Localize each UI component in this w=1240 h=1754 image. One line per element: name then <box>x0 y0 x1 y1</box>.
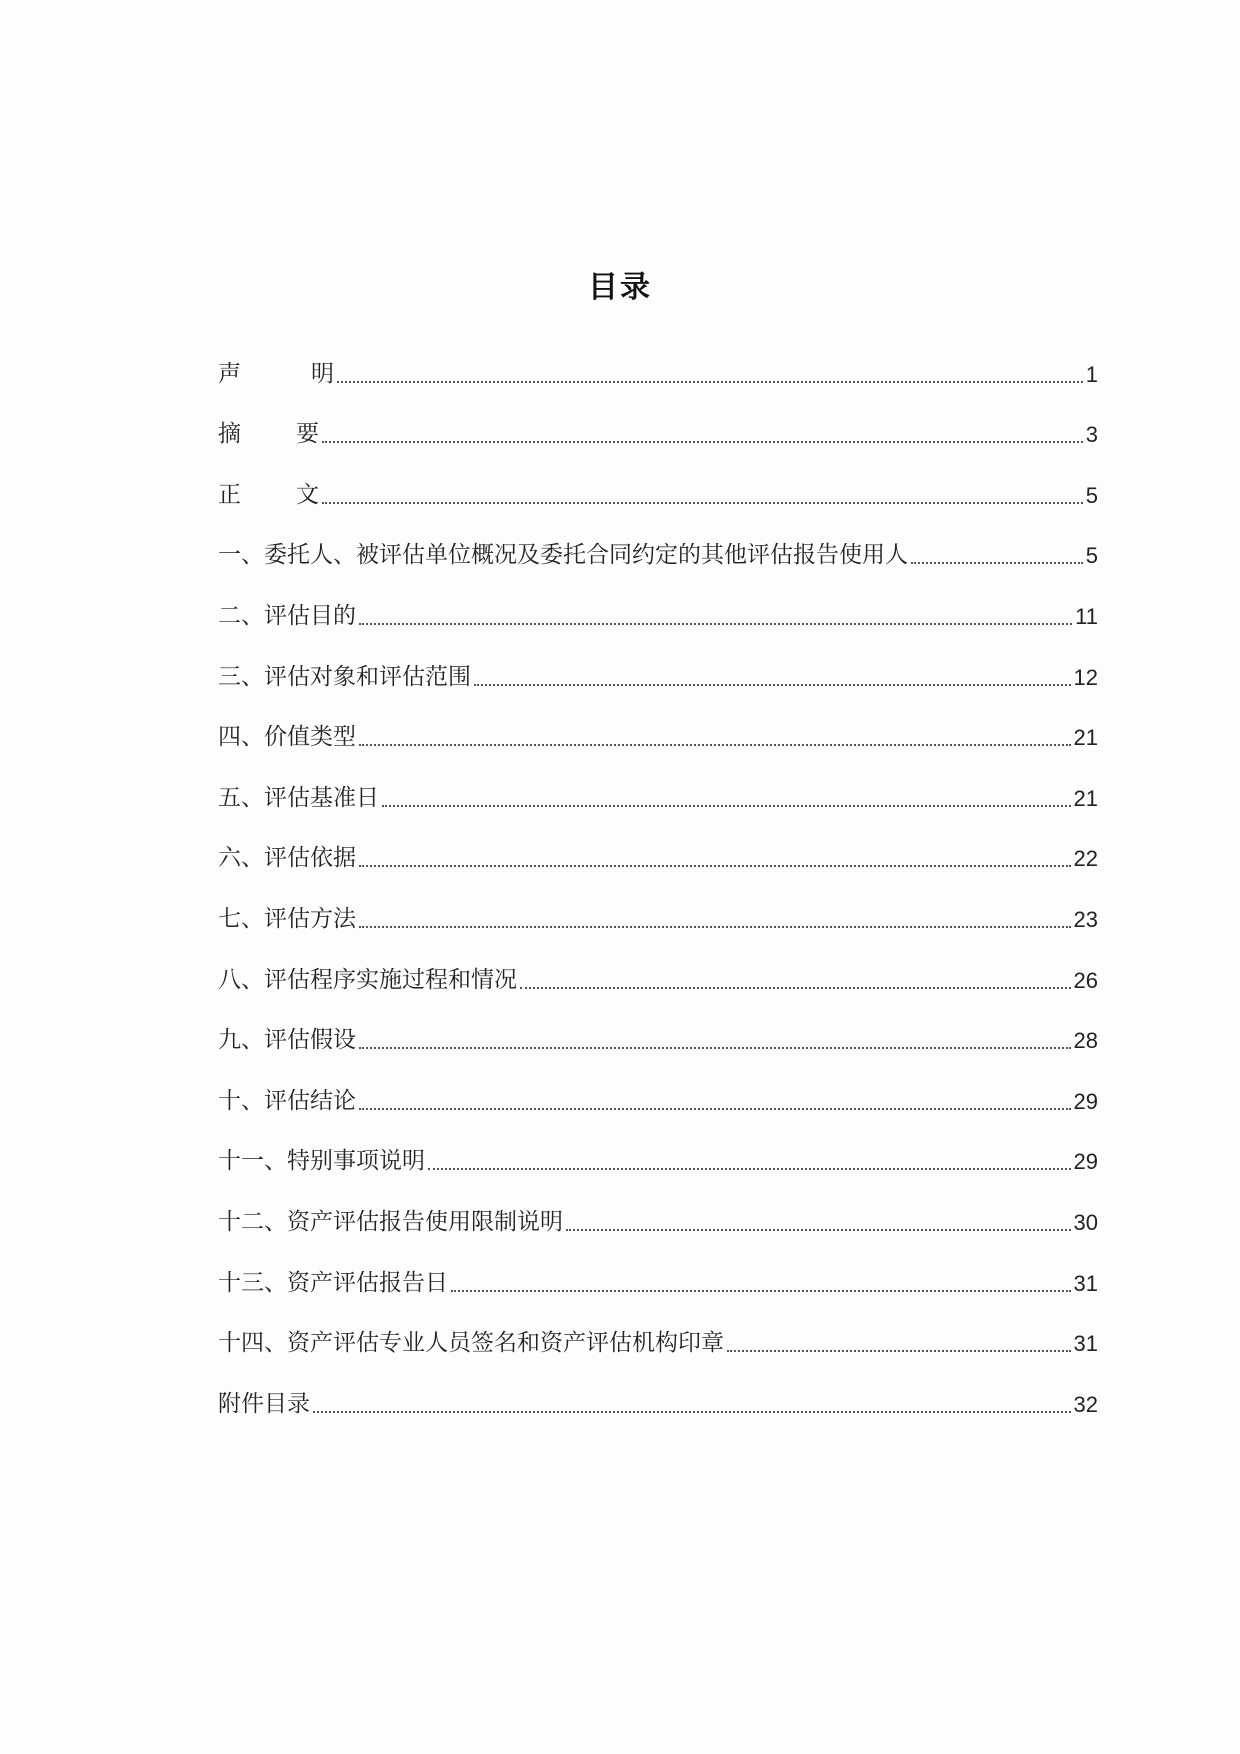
toc-dot-leader <box>727 1350 1071 1352</box>
toc-entry-label: 六、评估依据 <box>218 845 356 872</box>
toc-list <box>218 325 1098 1416</box>
toc-entry <box>218 1295 1098 1356</box>
toc-entry-page: 21 <box>1073 785 1098 811</box>
toc-dot-leader <box>451 1290 1071 1292</box>
toc-entry-label: 九、评估假设 <box>218 1027 356 1054</box>
toc-entry-page: 26 <box>1073 967 1098 993</box>
toc-entry <box>218 931 1098 992</box>
toc-entry-label: 三、评估对象和评估范围 <box>218 663 471 690</box>
toc-dot-leader <box>428 1168 1071 1170</box>
toc-entry-label: 八、评估程序实施过程和情况 <box>218 966 517 993</box>
toc-dot-leader <box>322 441 1083 443</box>
toc-entry <box>218 1355 1098 1416</box>
toc-entry-label: 十四、资产评估专业人员签名和资产评估机构印章 <box>218 1330 724 1357</box>
toc-entry-label: 一、委托人、被评估单位概况及委托合同约定的其他评估报告使用人 <box>218 542 908 569</box>
toc-dot-leader <box>911 562 1083 564</box>
toc-entry <box>218 1113 1098 1174</box>
toc-entry-page: 21 <box>1073 725 1098 751</box>
toc-entry-page: 31 <box>1073 1331 1098 1357</box>
toc-entry-page: 12 <box>1073 664 1098 690</box>
toc-entry <box>218 992 1098 1053</box>
toc-entry-page: 29 <box>1073 1088 1098 1114</box>
toc-entry-page: 1 <box>1085 361 1098 387</box>
toc-dot-leader <box>359 1047 1071 1049</box>
toc-entry-page: 3 <box>1085 422 1098 448</box>
toc-dot-leader <box>322 502 1083 504</box>
toc-dot-leader <box>359 623 1072 625</box>
toc-entry <box>218 1052 1098 1113</box>
toc-entry-page: 31 <box>1073 1270 1098 1296</box>
toc-entry-page: 11 <box>1075 603 1098 629</box>
toc-entry-label: 正 文 <box>218 481 319 508</box>
toc-dot-leader <box>359 744 1071 746</box>
toc-entry-page: 29 <box>1073 1149 1098 1175</box>
toc-entry <box>218 1173 1098 1234</box>
toc-entry-label: 十一、特别事项说明 <box>218 1148 425 1175</box>
toc-entry-page: 5 <box>1085 482 1098 508</box>
toc-entry-page: 23 <box>1073 906 1098 932</box>
toc-dot-leader <box>337 381 1083 383</box>
toc-entry <box>218 689 1098 750</box>
toc-dot-leader <box>382 805 1071 807</box>
toc-dot-leader <box>359 926 1071 928</box>
toc-dot-leader <box>474 684 1071 686</box>
toc-entry <box>218 870 1098 931</box>
toc-entry-label: 四、价值类型 <box>218 724 356 751</box>
toc-entry <box>218 628 1098 689</box>
toc-entry-page: 30 <box>1073 1209 1098 1235</box>
toc-entry-label: 声 明 <box>218 360 334 387</box>
toc-entry <box>218 567 1098 628</box>
toc-entry-page: 22 <box>1073 846 1098 872</box>
toc-entry <box>218 507 1098 568</box>
toc-entry-label: 附件目录 <box>218 1390 310 1417</box>
toc-entry-label: 五、评估基准日 <box>218 784 379 811</box>
toc-entry-label: 十二、资产评估报告使用限制说明 <box>218 1208 563 1235</box>
toc-entry <box>218 386 1098 447</box>
toc-dot-leader <box>359 865 1071 867</box>
toc-title: 目录 <box>588 270 652 305</box>
toc-entry-label: 七、评估方法 <box>218 905 356 932</box>
toc-entry-label: 摘 要 <box>218 421 319 448</box>
toc-entry-page: 5 <box>1085 543 1098 569</box>
toc-entry-label: 二、评估目的 <box>218 602 356 629</box>
toc-entry <box>218 810 1098 871</box>
toc-dot-leader <box>313 1411 1071 1413</box>
toc-dot-leader <box>520 987 1071 989</box>
toc-entry-page: 32 <box>1073 1391 1098 1417</box>
toc-entry <box>218 1234 1098 1295</box>
toc-entry <box>218 446 1098 507</box>
toc-entry <box>218 325 1098 386</box>
toc-entry-page: 28 <box>1073 1028 1098 1054</box>
toc-dot-leader <box>359 1108 1071 1110</box>
toc-entry-label: 十三、资产评估报告日 <box>218 1269 448 1296</box>
toc-entry <box>218 749 1098 810</box>
toc-dot-leader <box>566 1229 1071 1231</box>
toc-entry-label: 十、评估结论 <box>218 1087 356 1114</box>
